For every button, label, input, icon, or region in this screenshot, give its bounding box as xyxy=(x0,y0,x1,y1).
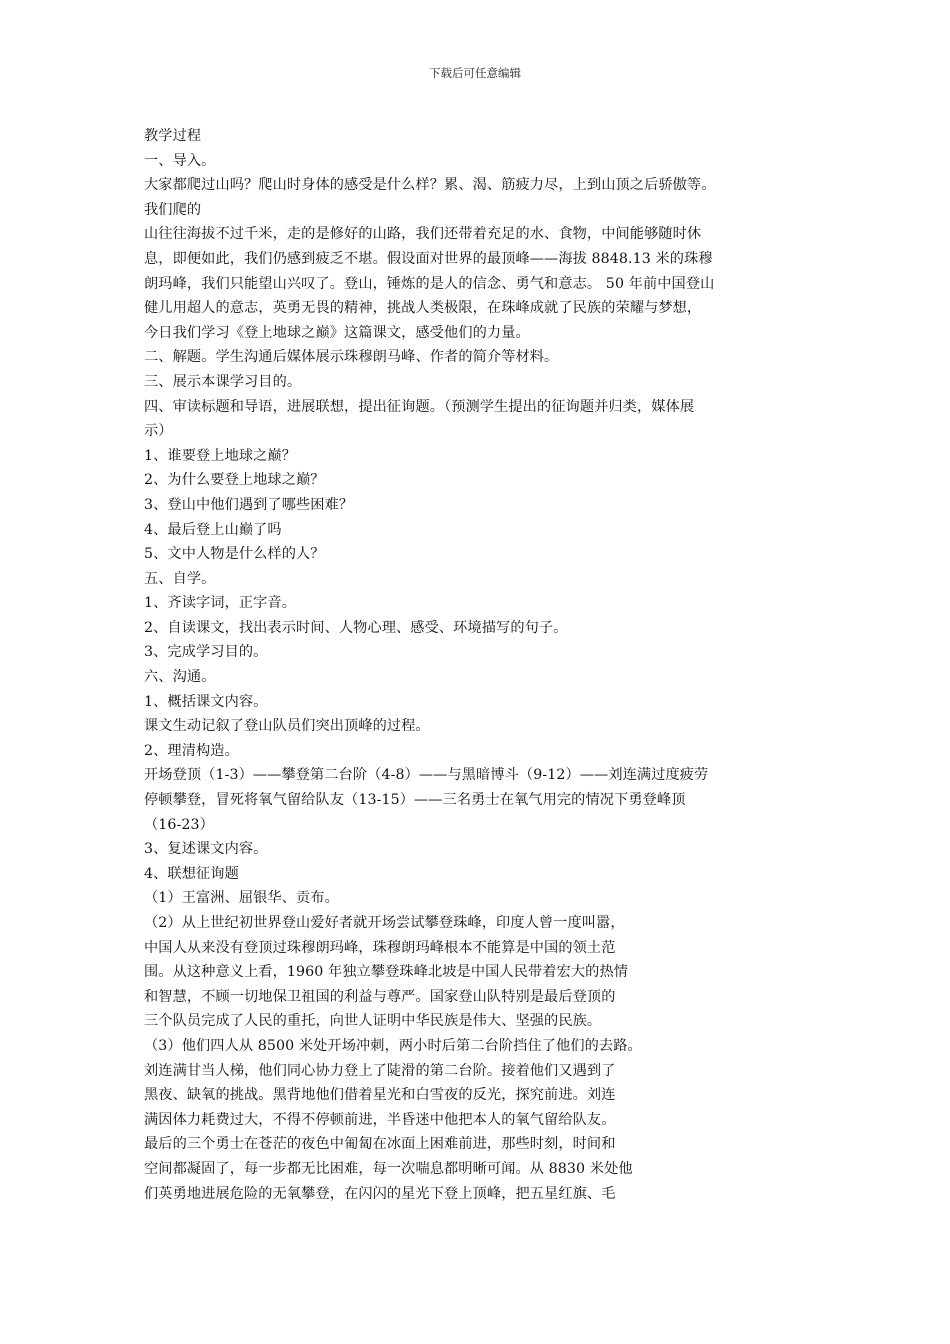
text-line: 停顿攀登，冒死将氧气留给队友（13-15）——三名勇士在氧气用完的情况下勇登峰顶 xyxy=(144,792,686,809)
text-line: 山往往海拔不过千米，走的是修好的山路，我们还带着充足的水、食物，中间能够随时休 xyxy=(144,226,702,243)
text-line: 3、完成学习目的。 xyxy=(144,644,268,661)
text-line: 五、自学。 xyxy=(144,570,216,587)
text-line: 一、导入。 xyxy=(144,152,216,169)
text-line: 教学过程 xyxy=(144,128,202,144)
text-line: 最后的三个勇士在苍茫的夜色中匍匐在冰面上困难前进，那些时刻，时间和 xyxy=(144,1136,616,1153)
text-line: 1、齐读字词，正字音。 xyxy=(144,595,297,612)
text-line: 空间都凝固了，每一步都无比困难，每一次喘息都明晰可闻。从 8830 米处他 xyxy=(144,1160,633,1177)
text-line: 刘连满甘当人梯，他们同心协力登上了陡滑的第二台阶。接着他们又遇到了 xyxy=(144,1062,616,1079)
text-line: 我们爬的 xyxy=(144,201,202,218)
text-line: 健儿用超人的意志，英勇无畏的精神，挑战人类极限，在珠峰成就了民族的荣耀与梦想， xyxy=(144,300,702,317)
text-line: 中国人从来没有登顶过珠穆朗玛峰，珠穆朗玛峰根本不能算是中国的领土范 xyxy=(144,939,616,956)
text-line: 围。从这种意义上看，1960 年独立攀登珠峰北坡是中国人民带着宏大的热情 xyxy=(144,964,629,981)
text-line: 黑夜、缺氧的挑战。黑背地他们借着星光和白雪夜的反光，探究前进。刘连 xyxy=(144,1087,616,1104)
text-line: （3）他们四人从 8500 米处开场冲刺，两小时后第二台阶挡住了他们的去路。 xyxy=(144,1037,642,1054)
text-line: 息，即便如此，我们仍感到疲乏不堪。假设面对世界的最顶峰——海拔 8848.13 米的珠穆 xyxy=(144,250,713,267)
text-line: （16-23） xyxy=(144,816,214,833)
text-line: 朗玛峰，我们只能望山兴叹了。登山，锤炼的是人的信念、勇气和意志。 50 年前中国登山 xyxy=(144,275,715,292)
text-line: 三个队员完成了人民的重托，向世人证明中华民族是伟大、坚强的民族。 xyxy=(144,1013,602,1030)
text-line: 们英勇地进展危险的无氧攀登，在闪闪的星光下登上顶峰，把五星红旗、毛 xyxy=(144,1185,616,1202)
text-line: 3、登山中他们遇到了哪些困难？ xyxy=(144,496,354,513)
text-line: （1）王富洲、屈银华、贡布。 xyxy=(144,890,339,907)
document-body xyxy=(144,124,824,1206)
text-line: 2、自读课文，找出表示时间、人物心理、感受、环境描写的句子。 xyxy=(144,619,568,636)
text-line: 和智慧，不顾一切地保卫祖国的利益与尊严。国家登山队特别是最后登顶的 xyxy=(144,988,616,1005)
text-line: 2、为什么要登上地球之巅？ xyxy=(144,472,325,489)
text-line: 三、展示本课学习目的。 xyxy=(144,373,302,390)
text-line: 4、最后登上山巅了吗 xyxy=(144,521,282,538)
text-line: 2、理清构造。 xyxy=(144,742,239,759)
text-line: 今日我们学习《登上地球之巅》这篇课文，感受他们的力量。 xyxy=(144,324,530,341)
text-line: 开场登顶（1-3）——攀登第二台阶（4-8）——与黑暗博斗（9-12）——刘连满过度疲劳 xyxy=(144,767,709,784)
text-line: （2）从上世纪初世界登山爱好者就开场尝试攀登珠峰，印度人曾一度叫嚣， xyxy=(144,915,625,931)
text-line: 示） xyxy=(144,423,173,440)
text-line: 课文生动记叙了登山队员们突出顶峰的过程。 xyxy=(144,718,430,735)
text-line: 1、谁要登上地球之巅？ xyxy=(144,447,297,464)
text-line: 满因体力耗费过大，不得不停顿前进，半昏迷中他把本人的氧气留给队友。 xyxy=(144,1111,616,1128)
text-line: 六、沟通。 xyxy=(144,669,216,686)
text-line: 1、概括课文内容。 xyxy=(144,693,268,710)
text-line: 二、解题。学生沟通后媒体展示珠穆朗马峰、作者的简介等材料。 xyxy=(144,349,559,366)
page-header: 下载后可任意编辑 xyxy=(429,66,521,80)
text-line: 4、联想征询题 xyxy=(144,865,239,882)
text-line: 5、文中人物是什么样的人？ xyxy=(144,546,325,563)
text-line: 3、复述课文内容。 xyxy=(144,841,268,858)
text-line: 大家都爬过山吗？爬山时身体的感受是什么样？累、渴、筋疲力尽，上到山顶之后骄傲等。 xyxy=(144,177,716,194)
text-line: 四、审读标题和导语，进展联想，提出征询题。（预测学生提出的征询题并归类，媒体展 xyxy=(144,398,695,415)
